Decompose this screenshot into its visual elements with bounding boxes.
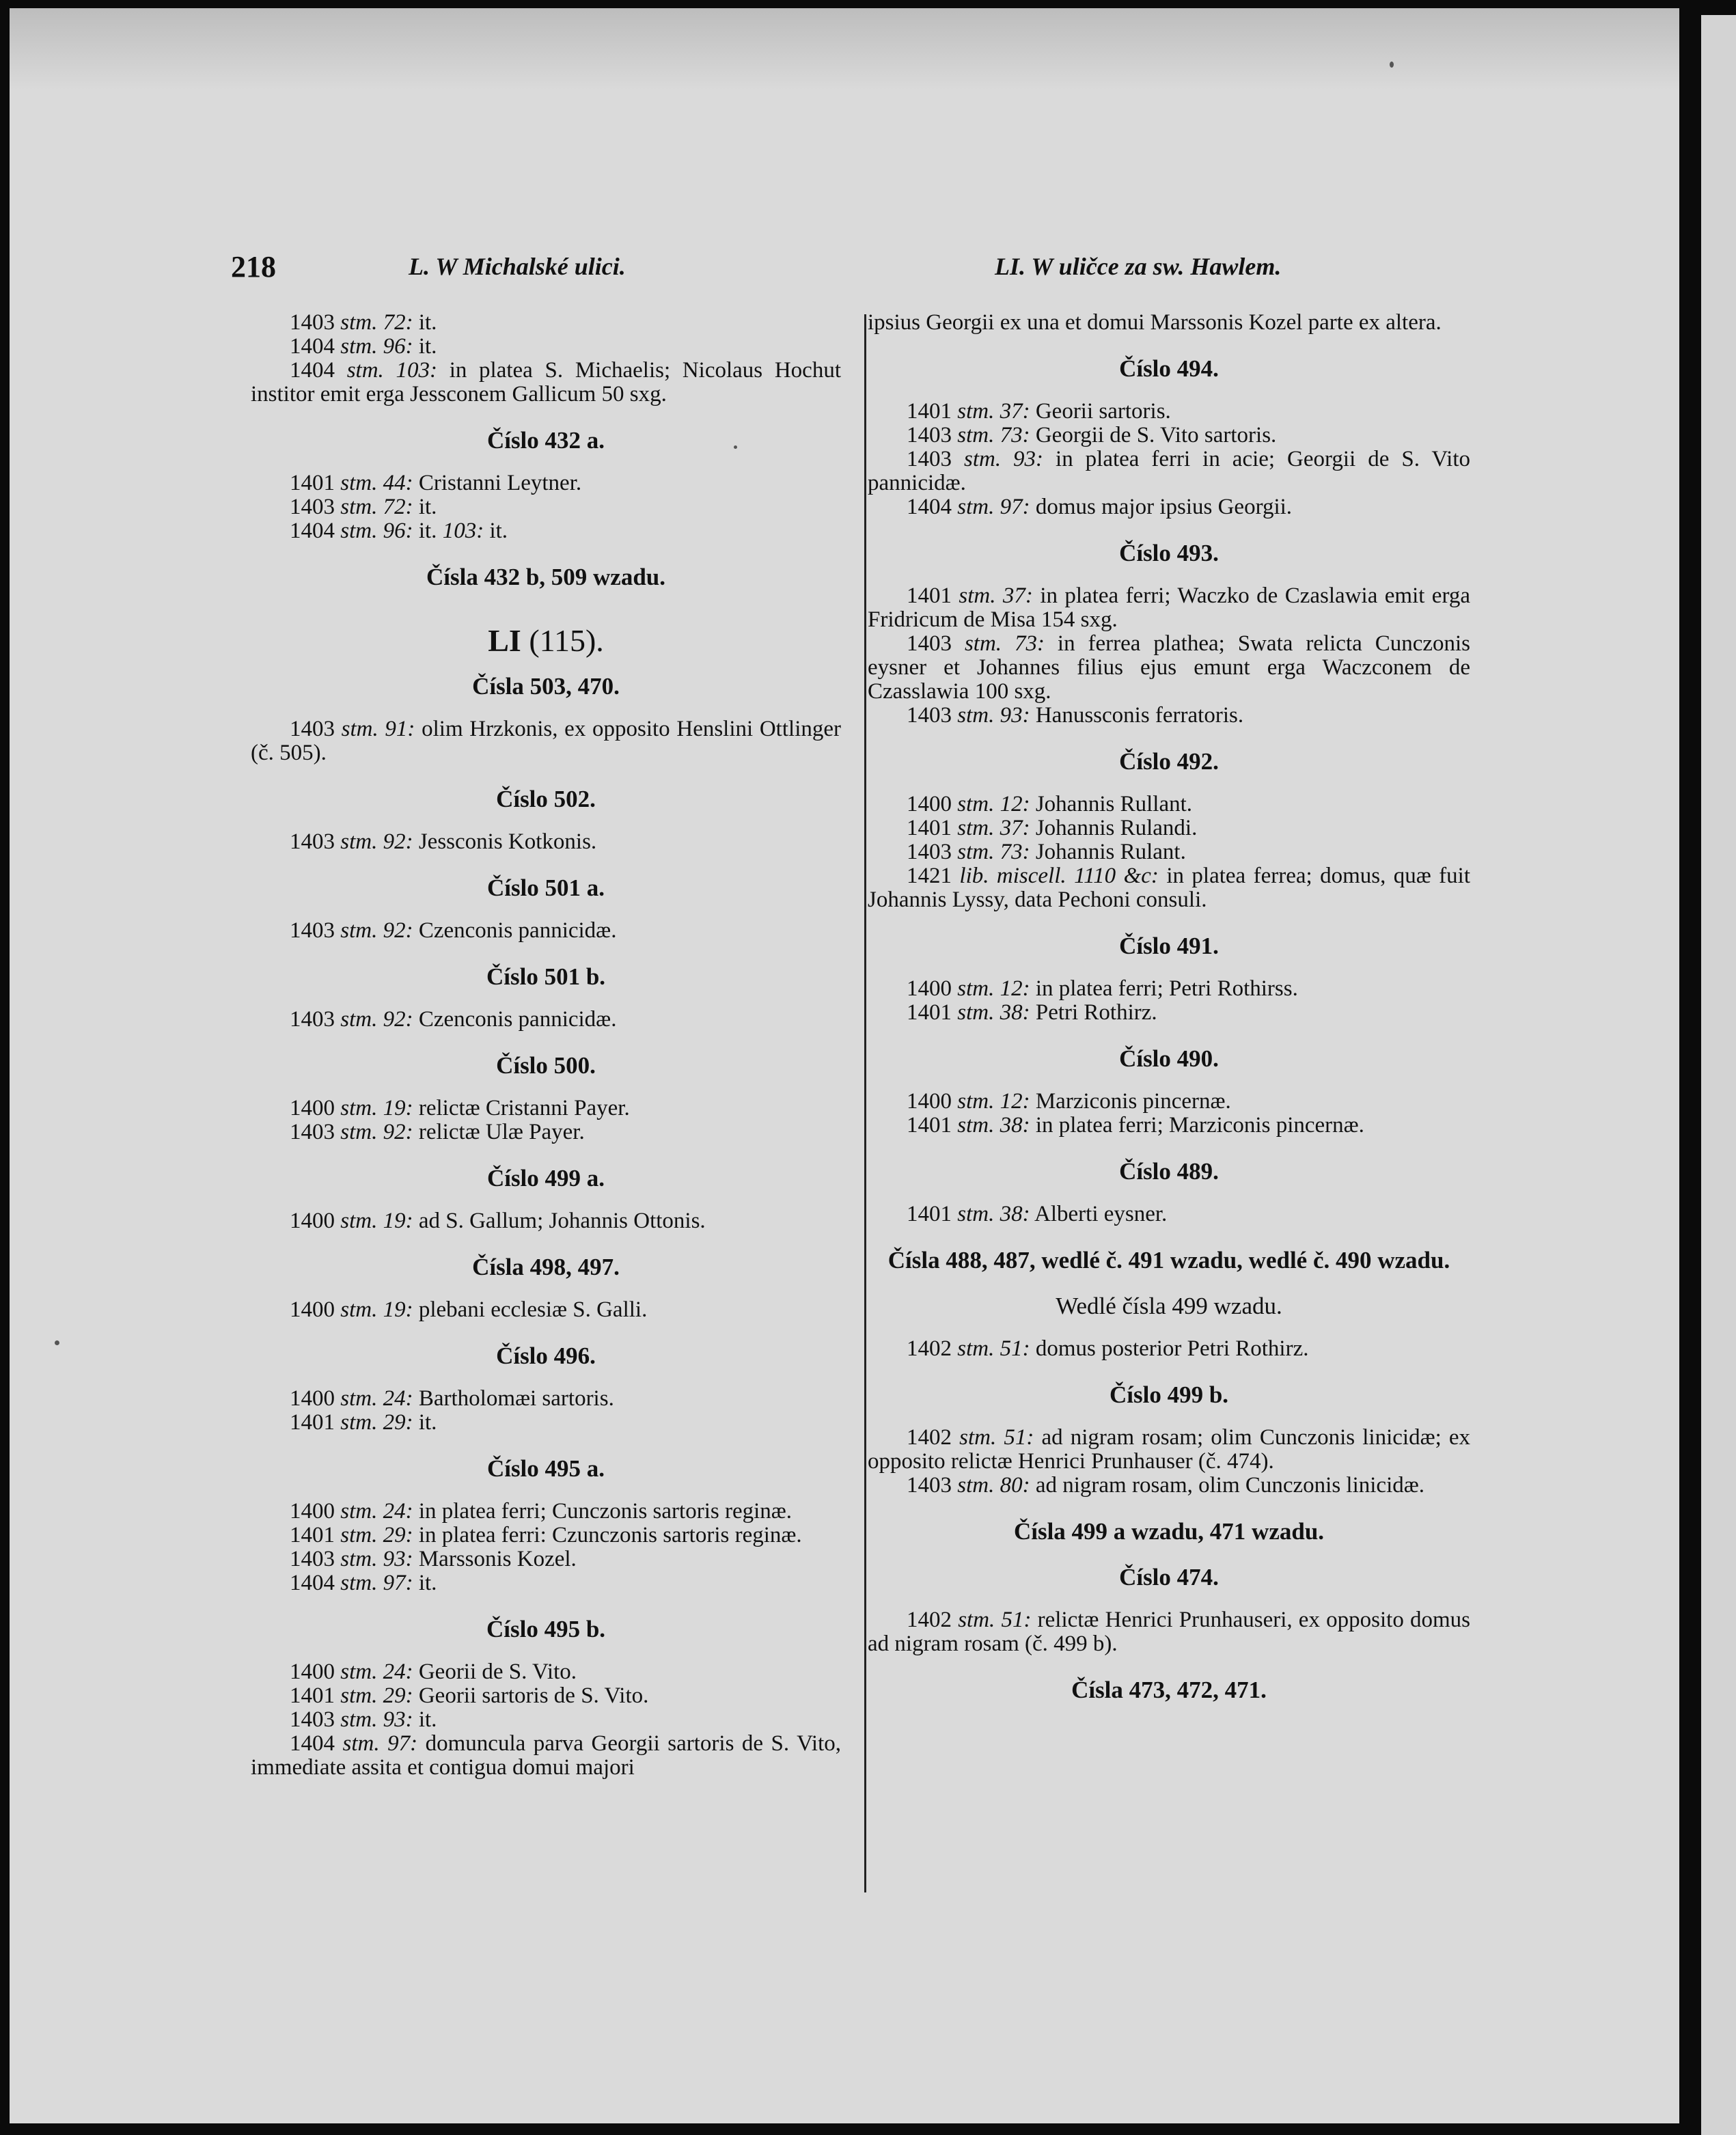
record-entry (251, 717, 841, 765)
entry-source: stm. 19: (340, 1297, 413, 1322)
entry-source: stm. 93: (340, 1547, 413, 1571)
entry-year: 1400 (290, 1297, 335, 1322)
entry-source: stm. 19: (340, 1209, 413, 1233)
entry-year: 1403 (907, 840, 952, 864)
entry-text: Johannis Rulandi. (1035, 816, 1198, 840)
entry-year: 1404 (907, 495, 952, 519)
right-running-title: LI. W uličce za sw. Hawlem. (995, 253, 1282, 280)
entry-source: stm. 12: (957, 976, 1030, 1001)
entry-year: 1400 (290, 1659, 335, 1684)
record-entry (251, 1209, 841, 1233)
record-entry (251, 359, 841, 407)
entry-text: relictæ Cristanni Payer. (418, 1096, 630, 1120)
entry-year: 1403 (290, 918, 335, 943)
record-entry (868, 1608, 1470, 1656)
section-heading: Číslo 495 a. (486, 1455, 605, 1482)
record-entry (251, 1524, 841, 1547)
entry-year: 1404 (290, 358, 335, 383)
entry-text: Alberti eysner. (1034, 1202, 1168, 1226)
entry-source: stm. 73: (957, 840, 1030, 864)
entry-text: in platea ferri; Cunczonis sartoris reginæ. (418, 1499, 793, 1524)
entry-source: stm. 38: (957, 1113, 1030, 1138)
entry-year: 1400 (290, 1386, 335, 1411)
entry-source: stm. 93: (340, 1707, 413, 1732)
entry-year: 1401 (290, 471, 335, 495)
entry-source: stm. 44: (340, 471, 413, 495)
section-subheading: Wedlé čísla 499 wzadu. (1056, 1293, 1282, 1319)
entry-year: 1403 (290, 1547, 335, 1571)
entry-source: stm. 29: (340, 1410, 413, 1435)
left-column (251, 311, 841, 1780)
entry-source: stm. 73: (964, 631, 1045, 656)
entry-source: stm. 51: (958, 1608, 1032, 1632)
record-entry (251, 311, 841, 335)
entry-source: stm. 96: (340, 519, 413, 543)
entry-year: 1401 (907, 1202, 952, 1226)
entry-source: stm. 29: (340, 1683, 413, 1708)
chapter-count: (115). (521, 623, 604, 658)
record-entry (251, 830, 841, 854)
entry-source: stm. 24: (340, 1499, 413, 1524)
entry-year: 1401 (907, 1000, 952, 1025)
adjacent-page-edge (1701, 15, 1736, 2135)
entry-source: stm. 37: (959, 583, 1033, 608)
entry-text: it. (418, 495, 437, 519)
record-entry (868, 977, 1470, 1001)
entry-year: 1403 (290, 310, 335, 335)
chapter-heading (251, 623, 841, 658)
section-heading: Číslo 490. (1119, 1045, 1219, 1072)
entry-year: 1401 (290, 1410, 335, 1435)
entry-year: 1402 (907, 1608, 952, 1632)
section-heading: Číslo 502. (496, 786, 596, 812)
entry-source: stm. 19: (340, 1096, 413, 1120)
entry-year: 1403 (290, 495, 335, 519)
entry-source: stm. 24: (340, 1386, 413, 1411)
entry-source: stm. 97: (957, 495, 1030, 519)
entry-source: stm. 97: (342, 1731, 418, 1756)
record-entry (251, 1708, 841, 1732)
record-entry (251, 1097, 841, 1120)
entry-source: stm. 80: (957, 1473, 1030, 1498)
entry-text: in platea ferrea; domus, quæ fuit Johannis Lyssy, data Pechoni consuli. (868, 864, 1471, 912)
record-entry (251, 1411, 841, 1435)
record-entry (251, 1120, 841, 1144)
record-entry (868, 793, 1470, 816)
entry-text: Marssonis Kozel. (418, 1547, 577, 1571)
entry-year: 1403 (290, 717, 335, 741)
entry-year: 1403 (907, 703, 952, 728)
entry-text: in platea S. Michaelis; Nicolaus Hochut institor emit erga Jessconem Gallicum 50 sxg. (251, 358, 841, 407)
entry-year: 1403 (290, 829, 335, 854)
entry-source: stm. 91: (341, 717, 415, 741)
page-number: 218 (231, 250, 276, 284)
chapter-number: LI (488, 623, 521, 658)
record-entry (868, 840, 1470, 864)
record-entry (868, 1474, 1470, 1498)
entry-text: Georii de S. Vito. (418, 1659, 577, 1684)
entry-source: stm. 92: (340, 1007, 413, 1032)
record-entry (868, 400, 1470, 424)
entry-source: stm. 12: (957, 1089, 1030, 1114)
entry-text: ad nigram rosam; olim Cunczonis linicidæ; ex opposito relictæ Henrici Prunhauser (č. 474). (868, 1425, 1471, 1474)
entry-year: 1421 (907, 864, 952, 888)
entry-text: ad nigram rosam, olim Cunczonis linicidæ. (1035, 1473, 1425, 1498)
entry-year: 1404 (290, 1731, 335, 1756)
entry-year: 1403 (290, 1120, 335, 1144)
record-entry (251, 495, 841, 519)
entry-source: stm. 38: (957, 1000, 1030, 1025)
entry-year: 1400 (907, 792, 952, 816)
record-entry (868, 1337, 1470, 1361)
entry-source: stm. 92: (340, 918, 413, 943)
speck-mark (55, 1340, 59, 1345)
entry-text: it. (418, 310, 437, 335)
record-entry (251, 1500, 841, 1524)
entry-year: 1403 (290, 1007, 335, 1032)
entry-text: Johannis Rullant. (1035, 792, 1193, 816)
entry-year: 1403 (290, 1707, 335, 1732)
record-entry (868, 495, 1470, 519)
entry-text: domus posterior Petri Rothirz. (1035, 1336, 1309, 1361)
entry-text: Petri Rothirz. (1035, 1000, 1157, 1025)
entry-year: 1400 (290, 1499, 335, 1524)
entry-text: in platea ferri; Petri Rothirss. (1035, 976, 1298, 1001)
entry-text: domus major ipsius Georgii. (1035, 495, 1293, 519)
entry-text: it. (418, 1707, 437, 1732)
entry-text: Jessconis Kotkonis. (418, 829, 597, 854)
entry-continuation: ipsius Georgii ex una et domui Marssonis Kozel parte ex altera. (868, 310, 1442, 335)
entry-year: 1404 (290, 334, 335, 359)
section-heading: Číslo 501 a. (486, 874, 605, 901)
right-column (868, 311, 1470, 1721)
section-heading: Čísla 498, 497. (472, 1254, 620, 1280)
entry-text: in platea ferri: Czunczonis sartoris reginæ. (418, 1523, 802, 1547)
entry-text: Cristanni Leytner. (418, 471, 582, 495)
record-entry (251, 1684, 841, 1708)
entry-source: stm. 51: (959, 1425, 1034, 1450)
entry-source: stm. 73: (957, 423, 1030, 447)
record-entry (251, 1008, 841, 1032)
entry-year: 1402 (907, 1425, 952, 1450)
entry-text: olim Hrzkonis, ex opposito Henslini Ottlinger (č. 505). (251, 717, 841, 765)
entry-text: Hanussconis ferratoris. (1035, 703, 1244, 728)
column-divider (864, 314, 866, 1892)
record-entry (868, 424, 1470, 447)
entry-text: Marziconis pincernæ. (1035, 1089, 1231, 1114)
record-entry (868, 1001, 1470, 1025)
left-running-title: L. W Michalské ulici. (409, 253, 626, 280)
record-entry (868, 632, 1470, 704)
section-heading: Číslo 432 a. (486, 427, 605, 454)
section-heading: Číslo 499 a. (486, 1165, 605, 1192)
entry-text: in platea ferri in acie; Georgii de S. Vito pannicidæ. (868, 447, 1471, 495)
entry-text: in platea ferri; Waczko de Czaslawia emit erga Fridricum de Misa 154 sxg. (868, 583, 1470, 632)
entry-year: 1401 (907, 1113, 952, 1138)
section-heading: Číslo 492. (1119, 748, 1219, 775)
entry-year: 1400 (290, 1096, 335, 1120)
section-heading: Číslo 500. (496, 1052, 596, 1079)
record-entry (868, 704, 1470, 728)
section-heading: Čísla 473, 472, 471. (1071, 1677, 1267, 1703)
record-entry (251, 1732, 841, 1780)
entry-text: it. (418, 1410, 437, 1435)
entry-year: 1401 (907, 583, 952, 608)
entry-year: 1401 (290, 1683, 335, 1708)
entry-text: Georii sartoris. (1035, 399, 1171, 424)
record-entry (868, 584, 1470, 632)
section-heading: Čísla 503, 470. (472, 673, 620, 700)
record-entry (251, 519, 841, 543)
entry-source: stm. 12: (957, 792, 1030, 816)
record-entry (868, 816, 1470, 840)
entry-text: relictæ Ulæ Payer. (418, 1120, 585, 1144)
entry-year: 1403 (907, 631, 952, 656)
entry-source: lib. miscell. 1110 &c: (959, 864, 1159, 888)
section-heading: Čísla 488, 487, wedlé č. 491 wzadu, wedlé č. 490 wzadu. (887, 1247, 1450, 1273)
entry-text: it. (489, 519, 508, 543)
entry-year: 1401 (907, 816, 952, 840)
entry-year: 1404 (290, 519, 335, 543)
entry-source: stm. 72: (340, 310, 413, 335)
entry-text: in ferrea plathea; Swata relicta Cunczonis eysner et Johannes filius ejus emunt erga Waczconem de Czasslawia 100 sxg. (868, 631, 1471, 704)
entry-source: stm. 72: (340, 495, 413, 519)
entry-source: stm. 96: (340, 334, 413, 359)
entry-text: Czenconis pannicidæ. (418, 918, 617, 943)
speck-mark (1390, 61, 1394, 68)
record-entry (251, 919, 841, 943)
entry-source: stm. 38: (957, 1202, 1030, 1226)
entry-source: stm. 37: (957, 399, 1030, 424)
entry-text: Czenconis pannicidæ. (418, 1007, 617, 1032)
entry-text: in platea ferri; Marziconis pincernæ. (1035, 1113, 1364, 1138)
entry-text: Georgii de S. Vito sartoris. (1035, 423, 1277, 447)
entry-source: stm. 93: (957, 703, 1030, 728)
entry-year: 1400 (907, 1089, 952, 1114)
entry-source: stm. 93: (963, 447, 1044, 471)
section-heading: Číslo 496. (496, 1342, 596, 1369)
section-heading: Číslo 474. (1119, 1564, 1219, 1590)
section-heading: Číslo 499 b. (1109, 1381, 1229, 1408)
record-entry (868, 1114, 1470, 1138)
entry-text: Georii sartoris de S. Vito. (418, 1683, 649, 1708)
entry-text: Johannis Rulant. (1035, 840, 1186, 864)
section-heading: Číslo 494. (1119, 355, 1219, 382)
entry-source: stm. 97: (340, 1571, 413, 1595)
entry-source: 103: (442, 519, 484, 543)
entry-year: 1404 (290, 1571, 335, 1595)
record-entry (251, 1571, 841, 1595)
entry-text: it. (418, 334, 437, 359)
entry-year: 1400 (290, 1209, 335, 1233)
entry-year: 1401 (290, 1523, 335, 1547)
entry-year: 1402 (907, 1336, 952, 1361)
entry-text: relictæ Henrici Prunhauseri, ex opposito domus ad nigram rosam (č. 499 b). (868, 1608, 1471, 1656)
record-entry (868, 447, 1470, 495)
entry-year: 1403 (907, 447, 952, 471)
record-entry (868, 864, 1470, 912)
entry-source: stm. 24: (340, 1659, 413, 1684)
entry-source: stm. 92: (340, 1120, 413, 1144)
record-entry (251, 1660, 841, 1684)
section-heading: Číslo 495 b. (486, 1616, 606, 1642)
running-header (231, 249, 1474, 290)
entry-text: domuncula parva Georgii sartoris de S. Vito, immediate assita et contigua domui majori (251, 1731, 842, 1780)
section-heading: Číslo 501 b. (486, 963, 606, 990)
entry-year: 1401 (907, 399, 952, 424)
entry-text: it. (418, 519, 437, 543)
section-heading: Číslo 489. (1119, 1158, 1219, 1185)
entry-text: ad S. Gallum; Johannis Ottonis. (418, 1209, 706, 1233)
entry-source: stm. 29: (340, 1523, 413, 1547)
entry-text: it. (418, 1571, 437, 1595)
entry-source: stm. 92: (340, 829, 413, 854)
section-heading: Číslo 493. (1119, 540, 1219, 566)
record-entry (868, 1426, 1470, 1474)
entry-source: stm. 51: (957, 1336, 1030, 1361)
section-heading: Čísla 432 b, 509 wzadu. (426, 564, 666, 590)
entry-source: stm. 37: (957, 816, 1030, 840)
record-entry (868, 1202, 1470, 1226)
section-heading: Číslo 491. (1119, 933, 1219, 959)
record-entry (251, 1547, 841, 1571)
entry-year: 1400 (907, 976, 952, 1001)
section-heading: Čísla 499 a wzadu, 471 wzadu. (1013, 1518, 1325, 1545)
entry-source: stm. 103: (346, 358, 437, 383)
entry-text: plebani ecclesiæ S. Galli. (418, 1297, 648, 1322)
entry-text: Bartholomæi sartoris. (418, 1386, 614, 1411)
record-entry (868, 1090, 1470, 1114)
entry-year: 1403 (907, 423, 952, 447)
record-entry (251, 471, 841, 495)
record-entry (251, 1298, 841, 1322)
entry-year: 1403 (907, 1473, 952, 1498)
record-entry (251, 1387, 841, 1411)
record-entry (251, 335, 841, 359)
